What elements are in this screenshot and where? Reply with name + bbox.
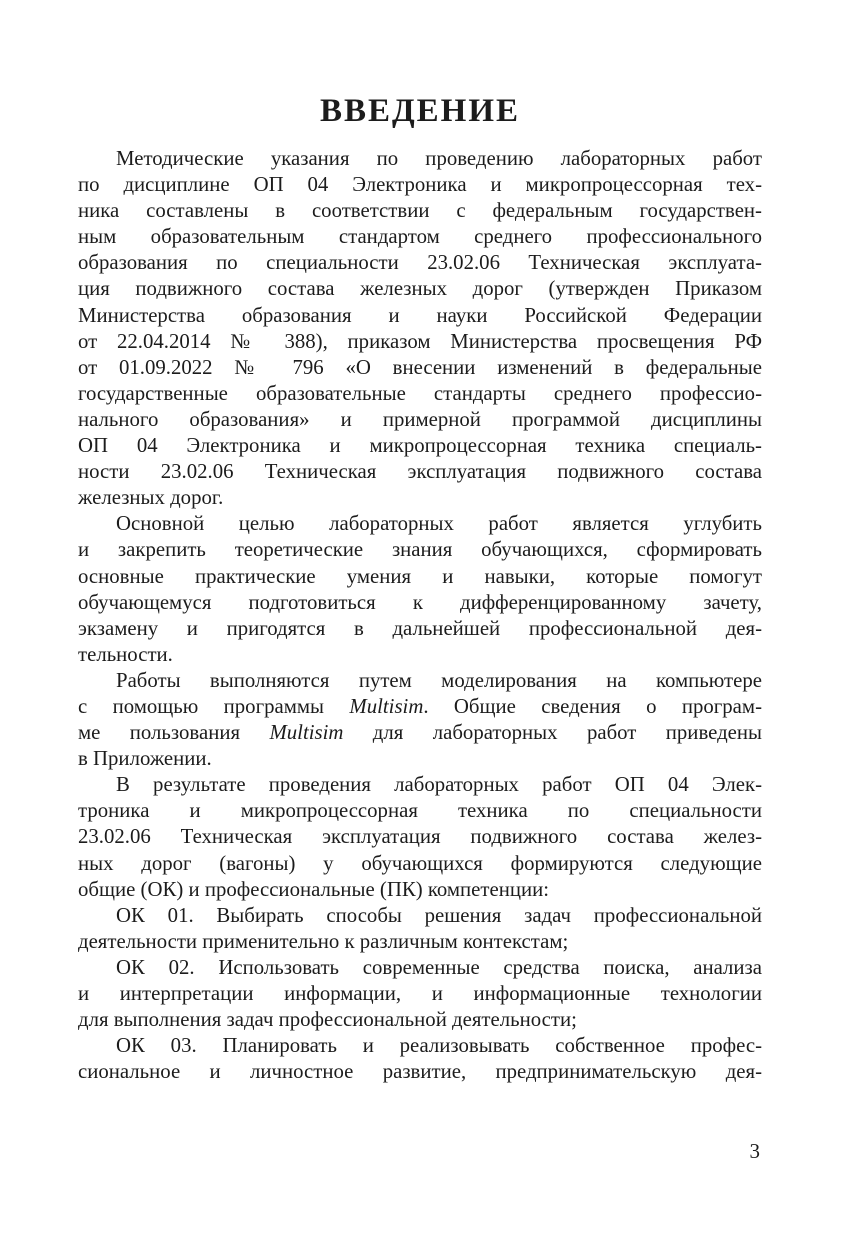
text-line: тельности. [78, 642, 173, 666]
italic-term: Multisim [269, 721, 344, 745]
text-line: основные практические умения и навыки, которые помогут [78, 564, 762, 588]
text-line: ОК 01. Выбирать способы решения задач профессиональной [116, 903, 762, 927]
paragraph [78, 903, 762, 955]
body-text [78, 146, 762, 1085]
text-line: ОК 03. Планировать и реализовывать собственное профес- [116, 1034, 762, 1058]
text-line: с помощью программы Multisim. Общие сведения о програм- [78, 694, 763, 718]
text-line: ных дорог (вагоны) у обучающихся формируются следующие [78, 851, 762, 875]
text-line: ция подвижного состава железных дорог (утвержден Приказом [78, 277, 762, 301]
paragraph [78, 668, 762, 772]
paragraph [78, 955, 762, 1033]
paragraph [78, 146, 762, 511]
page-number: 3 [749, 1139, 760, 1163]
text-line: для выполнения задач профессиональной деятельности; [78, 1008, 577, 1032]
text-line: В результате проведения лабораторных работ ОП 04 Элек- [116, 773, 762, 797]
text-line: ОП 04 Электроника и микропроцессорная техника специаль- [78, 434, 762, 458]
text-line: ОК 02. Использовать современные средства поиска, анализа [116, 955, 762, 979]
text-block [78, 95, 762, 1085]
text-line: от 01.09.2022 № 796 «О внесении изменений в федеральные [78, 355, 762, 379]
text-line: железных дорог. [78, 486, 224, 510]
text-line: Основной целью лабораторных работ является углубить [116, 512, 762, 536]
text-line: деятельности применительно к различным контекстам; [78, 929, 569, 953]
text-line: образования по специальности 23.02.06 Техническая эксплуата- [78, 251, 762, 275]
text-line: ным образовательным стандартом среднего профессионального [78, 225, 762, 249]
text-line: государственные образовательные стандарты среднего профессио- [78, 381, 762, 405]
text-line: ности 23.02.06 Техническая эксплуатация подвижного состава [78, 460, 762, 484]
paragraph [78, 511, 762, 668]
text-line: Методические указания по проведению лабораторных работ [116, 147, 762, 170]
text-line: и интерпретации информации, и информационные технологии [78, 982, 762, 1005]
text-line: и закрепить теоретические знания обучающихся, сформировать [78, 538, 762, 562]
text-line: сиональное и личностное развитие, предпринимательскую дея- [78, 1060, 762, 1084]
text-line: нального образования» и примерной программой дисциплины [78, 407, 762, 431]
paragraph [78, 1033, 762, 1085]
text-line: ме пользования Multisim для лабораторных работ приведены [78, 721, 763, 745]
text-line: общие (ОК) и профессиональные (ПК) компетенции: [78, 877, 550, 901]
text-line: от 22.04.2014 № 388), приказом Министерства просвещения РФ [78, 329, 762, 353]
paragraph [78, 772, 762, 902]
text-line: по дисциплине ОП 04 Электроника и микропроцессорная тех- [78, 173, 762, 197]
text-line: в Приложении. [78, 747, 212, 771]
text-line: троника и микропроцессорная техника по специальности [78, 799, 762, 823]
text-line: обучающемуся подготовиться к дифференцированному зачету, [78, 590, 762, 614]
text-line: экзамену и пригодятся в дальнейшей профессиональной дея- [78, 616, 762, 640]
text-line: ника составлены в соответствии с федеральным государствен- [78, 199, 762, 223]
italic-term: Multisim [349, 694, 424, 718]
text-line: Работы выполняются путем моделирования на компьютере [116, 668, 762, 692]
page-title: ВВЕДЕНИЕ [319, 93, 521, 129]
text-line: Министерства образования и науки Российской Федерации [78, 303, 762, 327]
text-line: 23.02.06 Техническая эксплуатация подвижного состава желез- [78, 825, 762, 849]
